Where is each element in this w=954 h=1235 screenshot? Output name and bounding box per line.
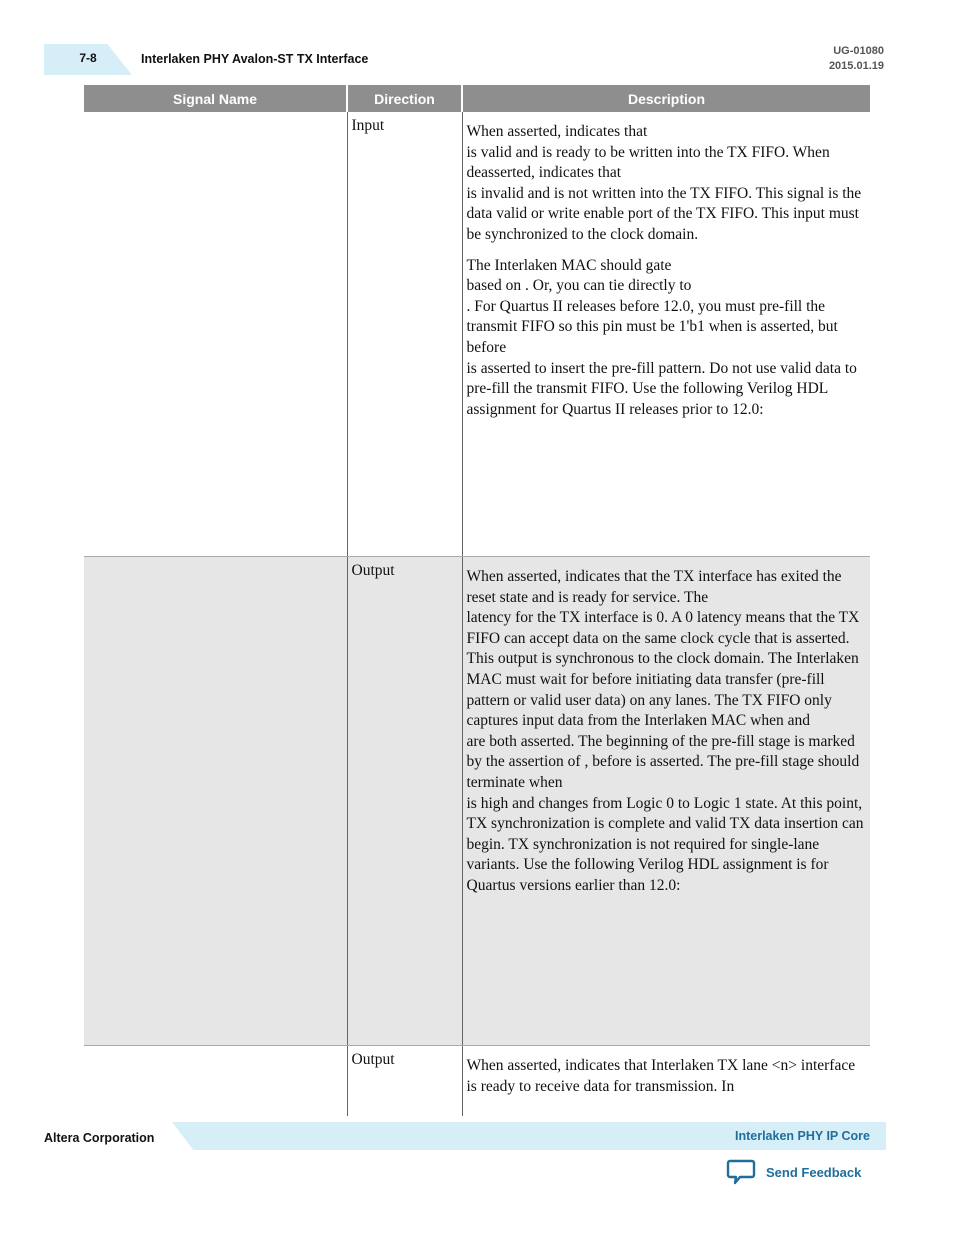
- signal-table: [84, 85, 870, 1116]
- column-header-signal-name: Signal Name: [84, 85, 347, 112]
- table-header-row: [84, 85, 870, 112]
- column-header-description: Description: [462, 85, 870, 112]
- signal-name-cell: [84, 1046, 347, 1117]
- table-row: [84, 112, 870, 557]
- table-row: [84, 557, 870, 1046]
- doc-id-block: [829, 44, 884, 74]
- doc-id: UG-01080: [833, 45, 884, 57]
- signal-name-cell: [84, 112, 347, 557]
- description-cell: [462, 1046, 870, 1117]
- table-row: [84, 1046, 870, 1117]
- description-paragraph: When asserted, indicates that Interlaken TX lane <n> interface is ready to receive data for transmission. In: [466, 1057, 856, 1095]
- send-feedback-link[interactable]: [726, 1157, 876, 1187]
- footer-doc-title[interactable]: Interlaken PHY IP Core: [734, 1129, 870, 1143]
- direction-cell: Input: [347, 112, 462, 557]
- column-header-direction: Direction: [347, 85, 462, 112]
- description-paragraph: When asserted, indicates that the TX interface has exited the reset state and is ready for service. The latency for the TX interface is 0. A 0 latency means that the TX FIFO can accept data on the same clock cycle that is asserted. This output is synchronous to the clock domain. The Interlaken MAC must wait for before initiating data transfer (pre-fill pattern or valid user data) on any lanes. The TX FIFO only captures input data from the Interlaken MAC when and are both asserted. The beginning of the pre-fill stage is marked by the assertion of , before is asserted. The pre-fill stage should terminate when is high and changes from Logic 0 to Logic 1 state. At this point, TX synchronization is complete and valid TX data insertion can begin. TX synchronization is not required for single-lane variants. Use the following Verilog HDL assignment is for Quartus versions earlier than 12.0:: [466, 568, 864, 894]
- section-title: Interlaken PHY Avalon-ST TX Interface: [141, 52, 369, 66]
- page-number: 7-8: [79, 51, 97, 65]
- description-paragraph: When asserted, indicates that is valid and is ready to be written into the TX FIFO. When deasserted, indicates that is invalid and is not written into the TX FIFO. This signal is the data valid or write enable port of the TX FIFO. This input must be synchronized to the clock domain.: [466, 123, 862, 243]
- doc-date: 2015.01.19: [828, 60, 884, 72]
- speech-bubble-icon: [726, 1158, 756, 1186]
- direction-cell: Output: [347, 557, 462, 1046]
- footer-company: Altera Corporation: [44, 1131, 155, 1145]
- signal-name-cell: [84, 557, 347, 1046]
- send-feedback-label: Send Feedback: [766, 1164, 862, 1180]
- description-cell: [462, 112, 870, 557]
- description-paragraph: The Interlaken MAC should gate based on . Or, you can tie directly to . For Quartus II releases before 12.0, you must pre-fill the transmit FIFO so this pin must be 1'b1 when is asserted, but before is asserted to insert the pre-fill pattern. Do not use valid data to pre-fill the transmit FIFO. Use the following Verilog HDL assignment for Quartus II releases prior to 12.0:: [466, 256, 857, 418]
- direction-cell: Output: [347, 1046, 462, 1117]
- description-cell: [462, 557, 870, 1046]
